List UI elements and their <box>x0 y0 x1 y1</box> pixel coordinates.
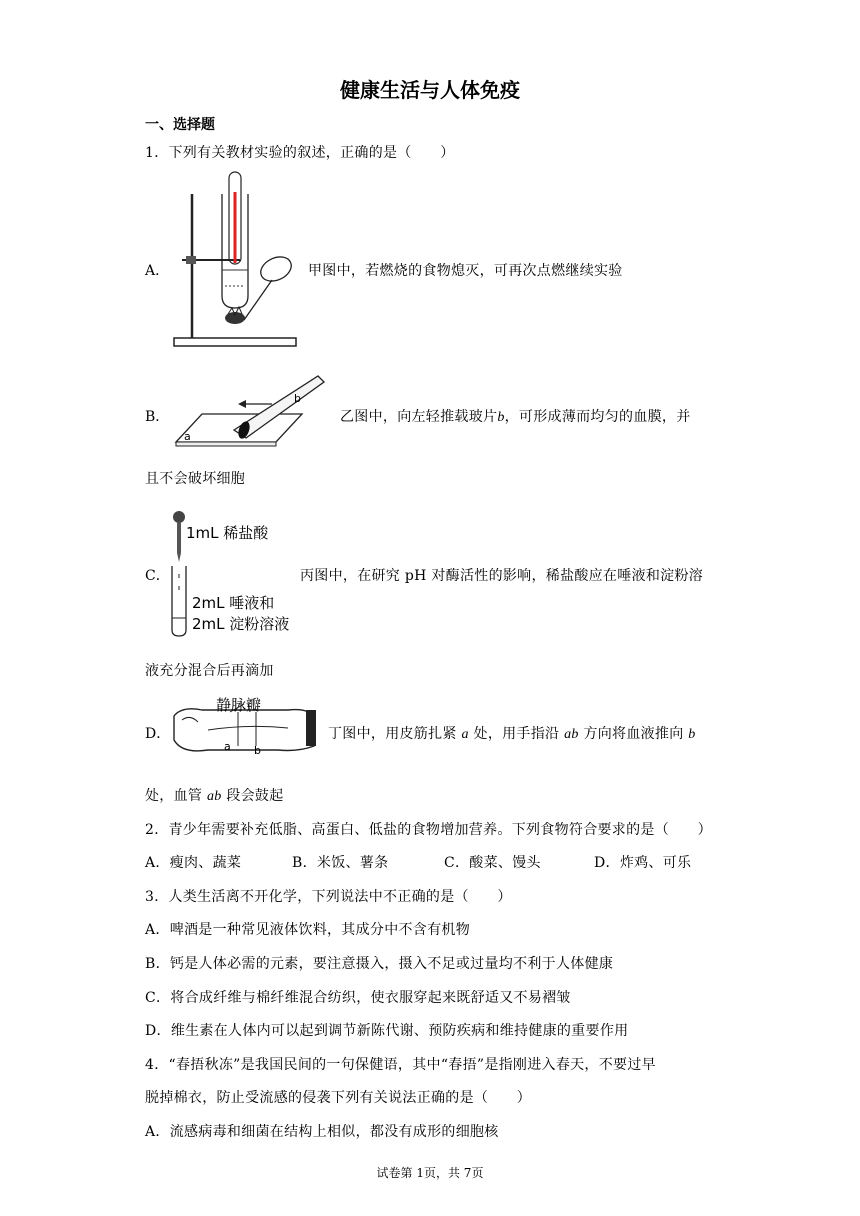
q3-option-d: D．维生素在人体内可以起到调节新陈代谢、预防疾病和维持健康的重要作用 <box>145 1023 629 1039</box>
figure-test-tube <box>168 508 298 642</box>
q1-option-a-text: 甲图中，若燃烧的食物熄灭，可再次点燃继续实验 <box>308 263 623 279</box>
q1-option-b-line: 乙图中，向左轻推载玻片b，可形成薄而均匀的血膜，并 <box>340 409 691 425</box>
q2-option-c: C．酸菜、馒头 <box>444 855 541 871</box>
smear-label-b: b <box>294 392 301 405</box>
q3-option-c: C．将合成纤维与棉纤维混合纺织，使衣服穿起来既舒适又不易褶皱 <box>145 990 571 1006</box>
arm-label-a: a <box>224 740 231 753</box>
q1-option-c-letter: C． <box>145 568 170 584</box>
figure-arm-vein <box>168 694 324 762</box>
q2-stem: 2．青少年需要补充低脂、高蛋白、低盐的食物增加营养。下列食物符合要求的是（ ） <box>145 822 712 838</box>
q3-stem: 3．人类生活离不开化学，下列说法中不正确的是（ ） <box>145 889 512 905</box>
page-title: 健康生活与人体免疫 <box>340 78 520 102</box>
q2-option-b: B．米饭、薯条 <box>292 855 389 871</box>
q1-option-c-continued: 液充分混合后再滴加 <box>145 663 274 679</box>
q3-option-b: B．钙是人体必需的元素，要注意摄入，摄入不足或过量均不利于人体健康 <box>145 956 614 972</box>
tube-label-starch: 2mL 淀粉溶液 <box>192 615 290 633</box>
q4-option-a: A．流感病毒和细菌在结构上相似，都没有成形的细胞核 <box>145 1124 499 1140</box>
q1-option-c-text: 丙图中，在研究 pH 对酶活性的影响，稀盐酸应在唾液和淀粉溶 <box>300 568 704 584</box>
q2-option-d: D．炸鸡、可乐 <box>594 855 692 871</box>
tube-label-saliva: 2mL 唾液和 <box>192 594 275 612</box>
q2-option-a: A．瘦肉、蔬菜 <box>145 855 242 871</box>
q1-option-d-letter: D． <box>145 726 171 742</box>
tube-label-acid: 1mL 稀盐酸 <box>186 524 269 542</box>
q1-option-a-letter: A． <box>145 263 170 279</box>
arm-label-valve: 静脉瓣 <box>216 696 262 714</box>
q4-stem-line2: 脱掉棉衣，防止受流感的侵袭下列有关说法正确的是（ ） <box>145 1090 532 1106</box>
q4-stem-line1: 4．“春捂秋冻”是我国民间的一句保健语，其中“春捂”是指刚进入春天，不要过早 <box>145 1057 656 1073</box>
section-heading: 一、选择题 <box>145 117 215 133</box>
q1-option-d-line: 丁图中，用皮筋扎紧 a 处，用手指沿 ab 方向将血液推向 b <box>328 726 696 742</box>
smear-label-a: a <box>184 430 191 443</box>
q1-stem: 1．下列有关教材实验的叙述，正确的是（ ） <box>145 145 455 161</box>
q1-option-b-continued: 且不会破坏细胞 <box>145 471 246 487</box>
arm-label-b: b <box>254 744 261 757</box>
q1-option-b-letter: B． <box>145 409 170 425</box>
page-footer: 试卷第 1页，共 7页 <box>376 1166 484 1180</box>
figure-burning-apparatus <box>168 168 308 358</box>
figure-blood-smear <box>172 372 330 452</box>
q1-option-d-continued: 处，血管 ab 段会鼓起 <box>145 788 284 804</box>
q3-option-a: A．啤酒是一种常见液体饮料，其成分中不含有机物 <box>145 922 471 938</box>
